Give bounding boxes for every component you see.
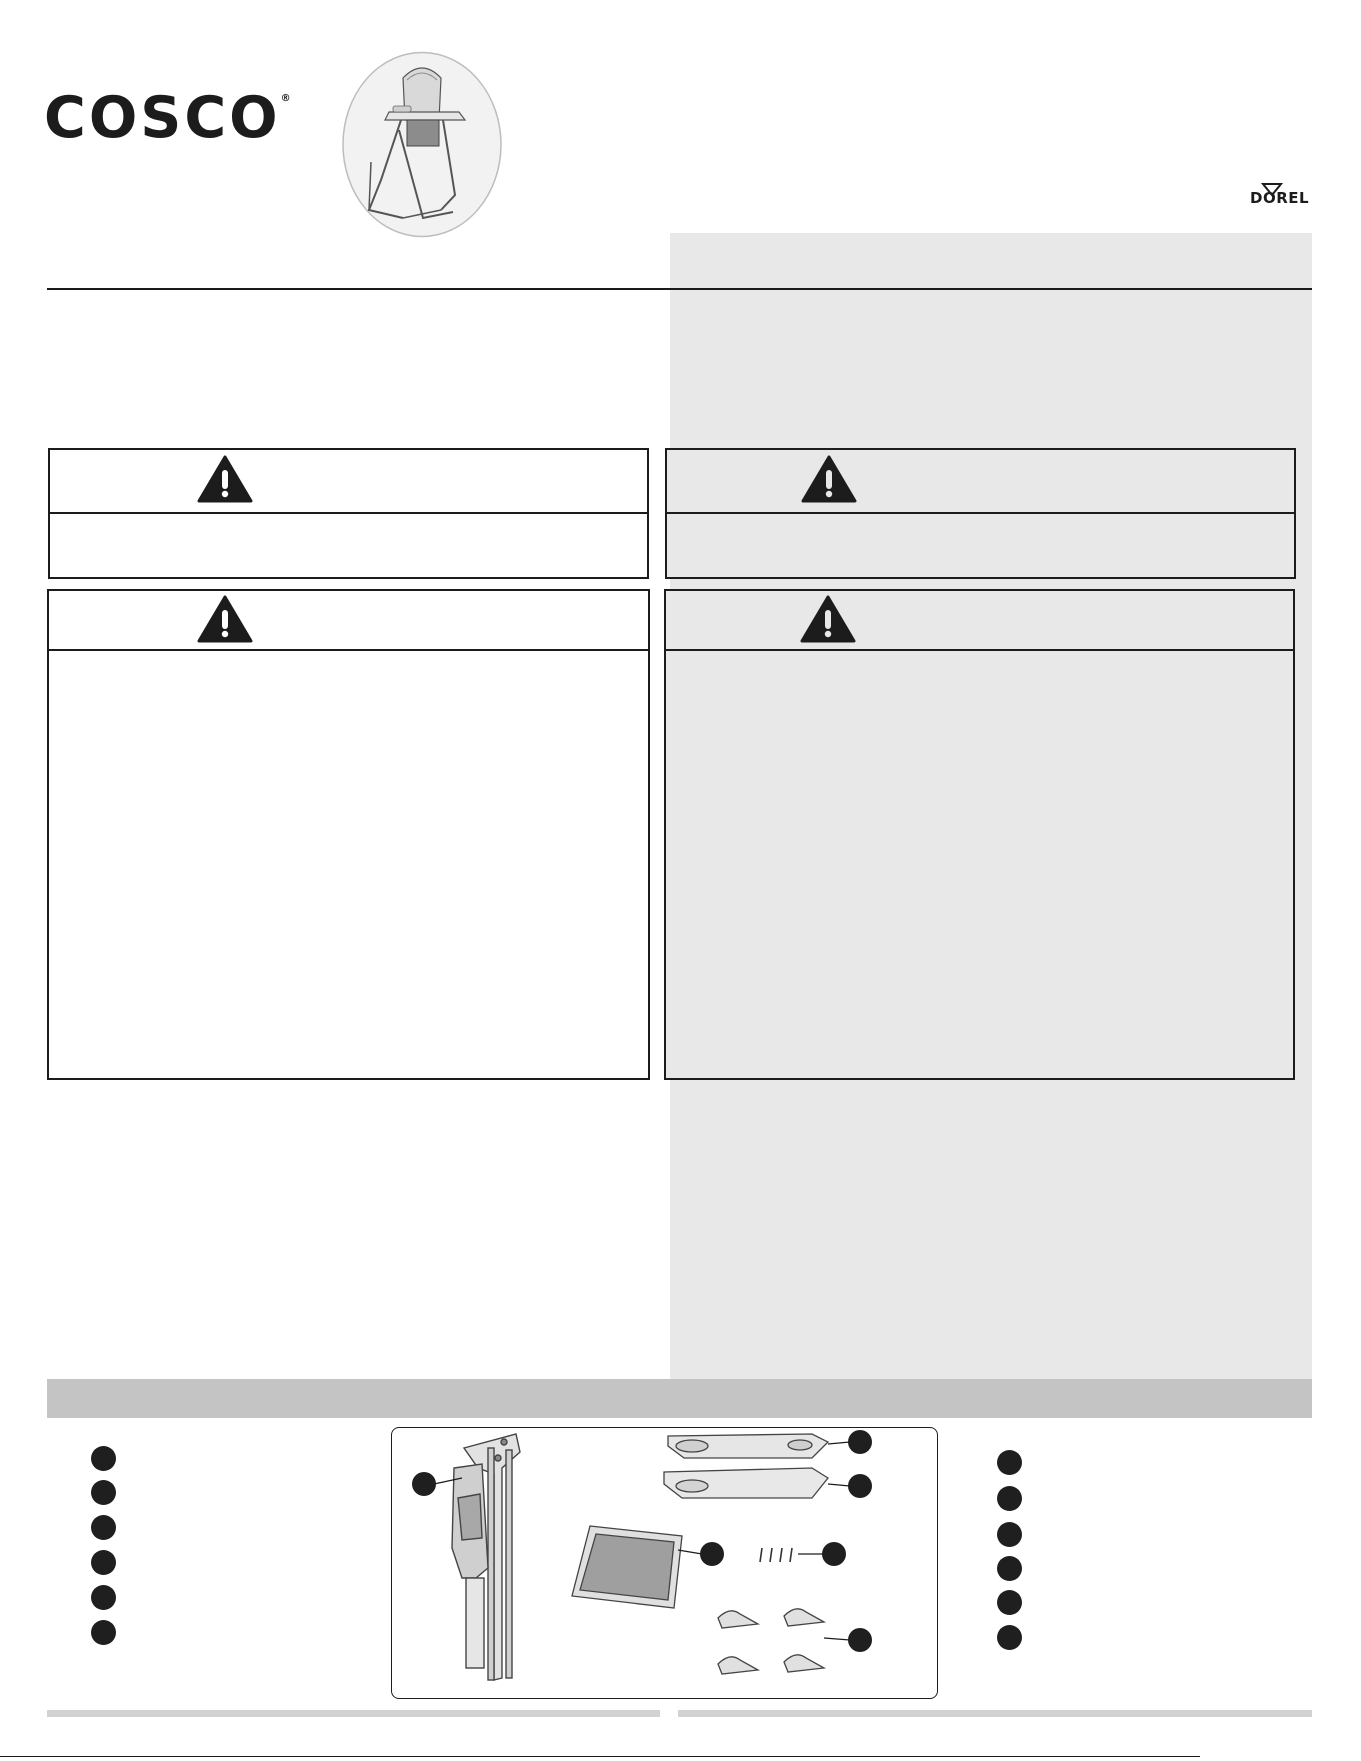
warning-triangle-icon <box>801 455 857 503</box>
footer-bar-left <box>47 1710 660 1717</box>
page-bottom-rule <box>0 1756 1200 1757</box>
part-marker-dot-icon <box>997 1522 1022 1547</box>
part-marker-dot-icon <box>997 1590 1022 1615</box>
chair-feet <box>718 1609 824 1674</box>
part-marker-dot-icon <box>700 1542 724 1566</box>
seat-pad <box>572 1526 682 1608</box>
parts-diagram-illustration <box>392 1428 936 1697</box>
tray-top <box>668 1434 828 1458</box>
warning-box-header <box>50 450 647 514</box>
warning-box-right-2 <box>664 589 1295 1080</box>
part-marker-dot-icon <box>91 1515 116 1540</box>
warning-triangle-icon <box>800 595 856 643</box>
part-marker-dot-icon <box>997 1450 1022 1475</box>
warning-box-right-1 <box>665 448 1296 579</box>
part-marker-dot-icon <box>91 1550 116 1575</box>
dorel-logo-text: DOREL <box>1250 189 1310 207</box>
part-marker-dot-icon <box>997 1556 1022 1581</box>
part-marker-dot-icon <box>412 1472 436 1496</box>
part-marker-dot-icon <box>848 1628 872 1652</box>
tray-screws <box>760 1548 792 1562</box>
part-marker-dot-icon <box>91 1620 116 1645</box>
part-marker-dot-icon <box>91 1446 116 1471</box>
part-marker-dot-icon <box>848 1430 872 1454</box>
part-marker-dot-icon <box>91 1585 116 1610</box>
warning-box-header <box>667 450 1294 514</box>
part-marker-dot-icon <box>91 1480 116 1505</box>
parts-section-header-bar <box>47 1379 1312 1418</box>
warning-box-header <box>49 591 648 651</box>
part-marker-dot-icon <box>997 1625 1022 1650</box>
parts-diagram <box>391 1427 938 1699</box>
part-marker-dot-icon <box>997 1486 1022 1511</box>
footer-bar-right <box>678 1710 1312 1717</box>
header-divider <box>47 288 1312 290</box>
warning-box-header <box>666 591 1293 651</box>
cosco-logo <box>44 85 291 151</box>
warning-box-left-1 <box>48 448 649 579</box>
part-marker-dot-icon <box>848 1474 872 1498</box>
high-chair-product-illustration <box>341 50 503 239</box>
folded-chair-frame <box>452 1434 520 1680</box>
warning-triangle-icon <box>197 595 253 643</box>
tray-base <box>664 1468 828 1498</box>
part-marker-dot-icon <box>822 1542 846 1566</box>
cosco-logo-text: COSCO <box>44 85 281 151</box>
warning-box-left-2 <box>47 589 650 1080</box>
warning-triangle-icon <box>197 455 253 503</box>
registered-mark: ® <box>280 93 291 104</box>
